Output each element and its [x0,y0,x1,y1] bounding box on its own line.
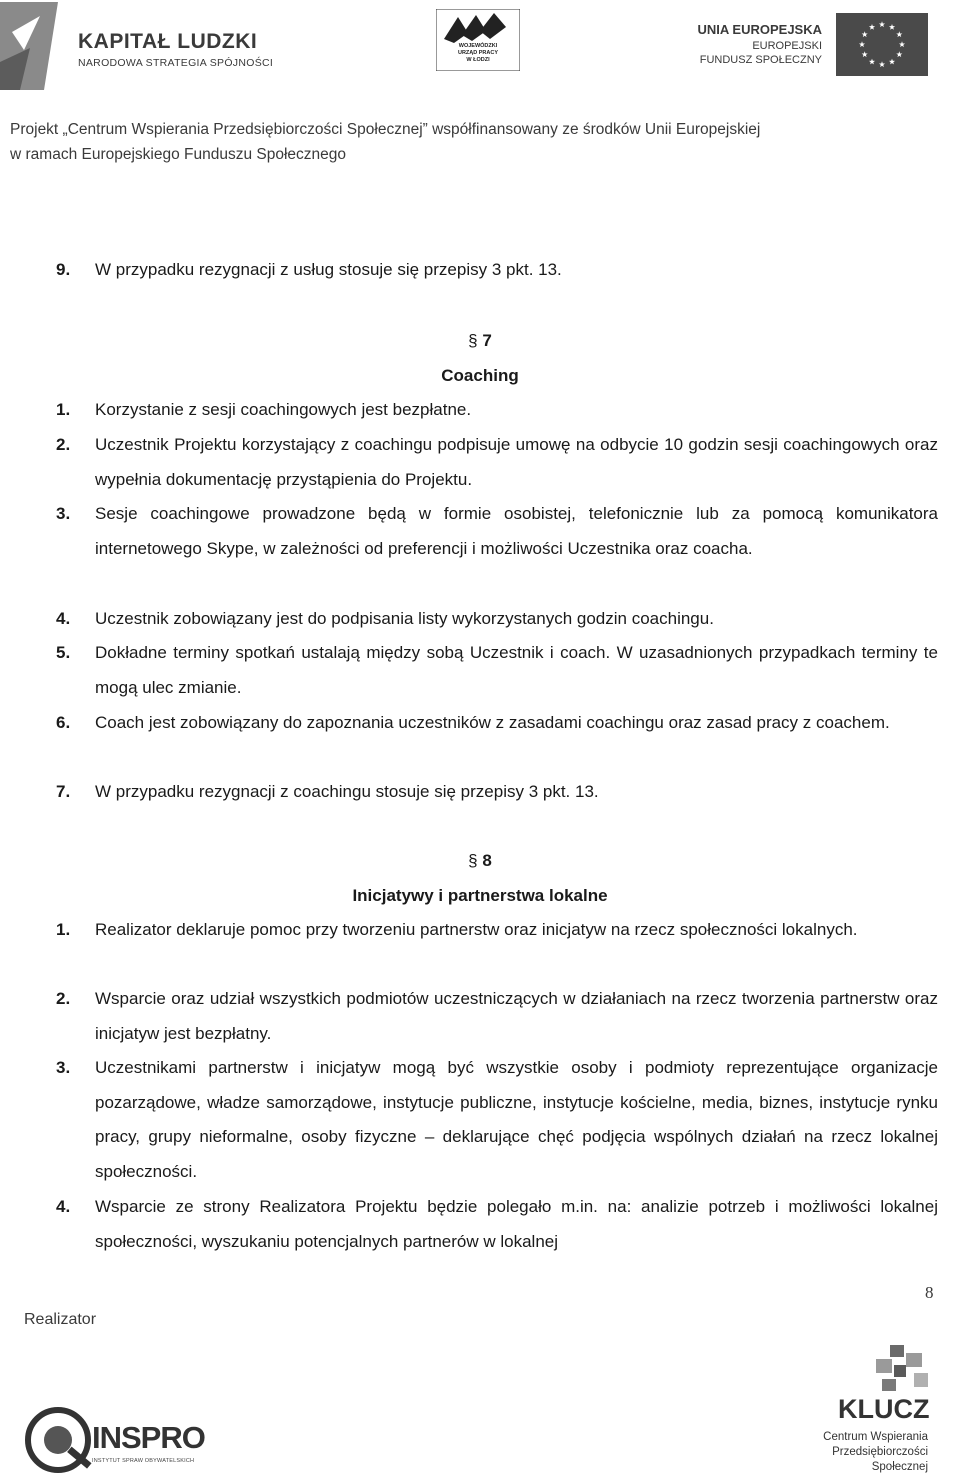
section-7-number: § 7 [468,331,492,350]
inspro-name: INSPRO [92,1420,205,1455]
ue-title: UNIA EUROPEJSKA [697,22,822,37]
section-symbol: § [468,331,478,350]
project-line-1: Projekt „Centrum Wspierania Przedsiębiorczości Społecznej” współfinansowany ze środków Unii Europejskiej [10,121,761,138]
section-symbol: § [468,851,478,870]
section-7-title: Coaching [441,366,519,385]
kapital-ludzki-logo-icon [0,2,62,90]
realizator-label: Realizator [24,1311,97,1328]
page-header [0,0,960,163]
page-number: 8 [925,1283,934,1302]
klucz-line-3: Społecznej [871,1461,928,1473]
inspro-subtitle: INSTYTUT SPRAW OBYWATELSKICH [92,1458,195,1464]
ue-line-2: EUROPEJSKI [752,40,822,52]
wup-logo-text: WOJEWÓDZKI URZĄD PRACY W ŁODZI [457,43,499,63]
kapital-ludzki-title: KAPITAŁ LUDZKI [78,30,258,53]
klucz-title: KLUCZ [838,1394,930,1424]
klucz-line-2: Przedsiębiorczości [832,1446,928,1458]
project-line-2: w ramach Europejskiego Funduszu Społecznego [10,146,347,163]
kapital-ludzki-subtitle: NARODOWA STRATEGIA SPÓJNOŚCI [78,57,274,69]
klucz-logo-icon [868,1345,934,1395]
eu-flag-icon [836,13,928,76]
klucz-line-1: Centrum Wspierania [823,1431,928,1443]
ue-line-3: FUNDUSZ SPOŁECZNY [699,54,822,66]
section-8-number: § 8 [468,851,492,870]
section-8-title: Inicjatywy i partnerstwa lokalne [352,886,608,905]
